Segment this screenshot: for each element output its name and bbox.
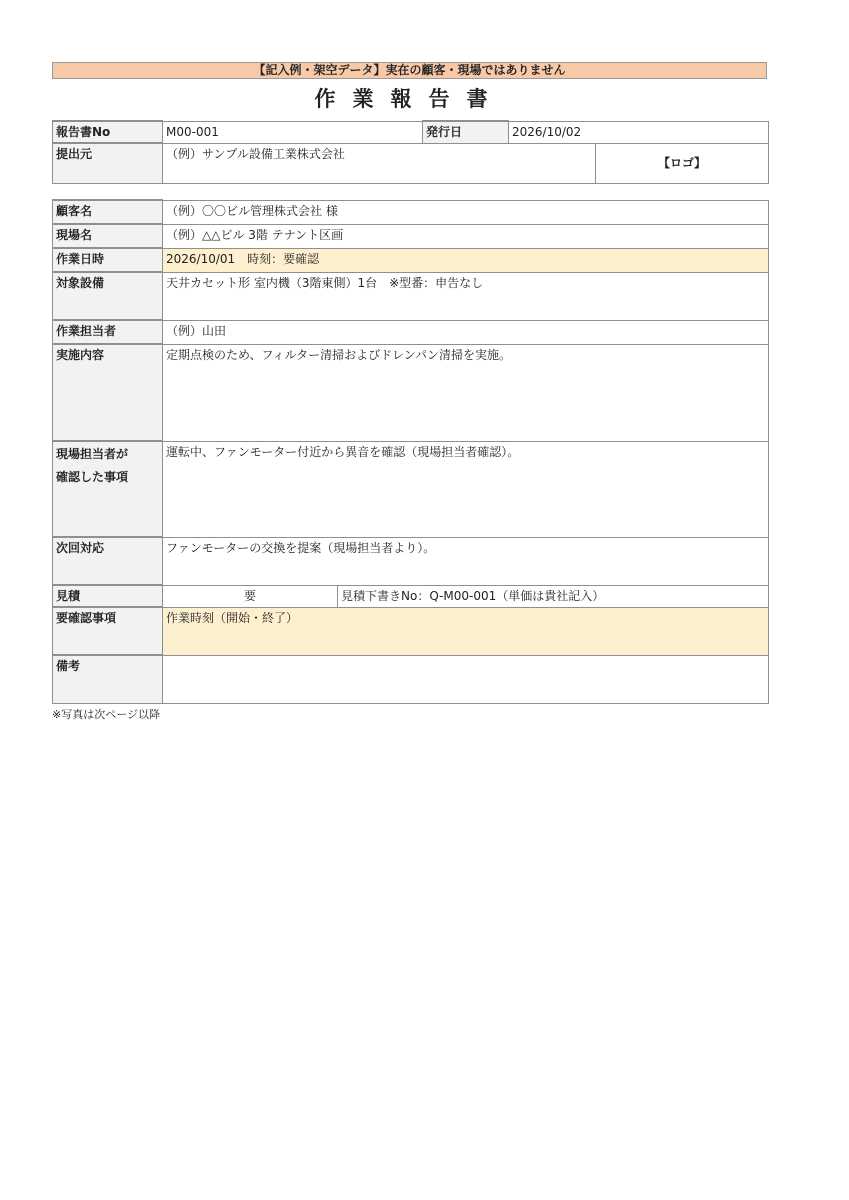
logo-placeholder: 【ロゴ】	[596, 143, 769, 183]
sample-data-banner: 【記入例・架空データ】実在の顧客・現場ではありません	[52, 62, 767, 79]
remarks-label: 備考	[53, 655, 163, 703]
submitter-label: 提出元	[53, 143, 163, 183]
site-confirmed-value: 運転中、ファンモーター付近から異音を確認（現場担当者確認）。	[163, 441, 769, 537]
report-table	[52, 199, 769, 704]
header-table	[52, 120, 769, 184]
equipment-label: 対象設備	[53, 272, 163, 320]
worker-label: 作業担当者	[53, 320, 163, 344]
next-action-label: 次回対応	[53, 537, 163, 585]
estimate-note: 見積下書きNo：Q-M00-001（単価は貴社記入）	[338, 585, 769, 607]
work-content-value: 定期点検のため、フィルター清掃およびドレンパン清掃を実施。	[163, 344, 769, 441]
worker-value: （例）山田	[163, 320, 769, 344]
estimate-label: 見積	[53, 585, 163, 607]
to-confirm-value: 作業時刻（開始・終了）	[163, 607, 769, 655]
site-value: （例）△△ビル 3階 テナント区画	[163, 224, 769, 248]
report-no-value: M00-001	[163, 121, 423, 143]
photo-footnote: ※写真は次ページ以降	[52, 708, 160, 721]
remarks-value	[163, 655, 769, 703]
submitter-value: （例）サンプル設備工業株式会社	[163, 143, 596, 183]
equipment-value: 天井カセット形 室内機（3階東側）1台 ※型番：申告なし	[163, 272, 769, 320]
customer-label: 顧客名	[53, 200, 163, 224]
work-datetime-label: 作業日時	[53, 248, 163, 272]
issue-date-label: 発行日	[423, 121, 509, 143]
page-title: 作業報告書	[314, 87, 505, 111]
site-label: 現場名	[53, 224, 163, 248]
to-confirm-label: 要確認事項	[53, 607, 163, 655]
customer-value: （例）〇〇ビル管理株式会社 様	[163, 200, 769, 224]
work-content-label: 実施内容	[53, 344, 163, 441]
next-action-value: ファンモーターの交換を提案（現場担当者より）。	[163, 537, 769, 585]
site-confirmed-label: 現場担当者が 確認した事項	[53, 441, 163, 537]
report-no-label: 報告書No	[53, 121, 163, 143]
work-datetime-value: 2026/10/01 時刻：要確認	[163, 248, 769, 272]
issue-date-value: 2026/10/02	[509, 121, 769, 143]
estimate-value: 要	[163, 585, 338, 607]
